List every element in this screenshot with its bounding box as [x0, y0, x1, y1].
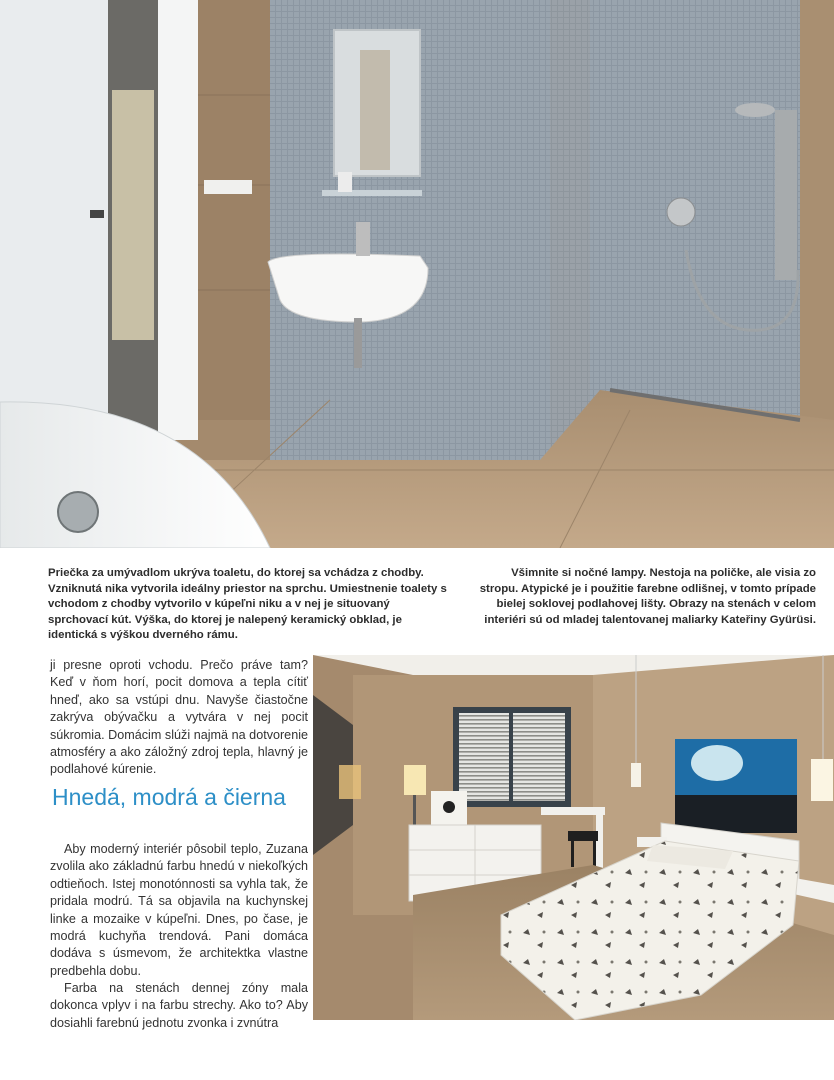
article-paragraph	[50, 841, 308, 980]
article-paragraph-text: Farba na stenách dennej zóny mala dokonca vplyv i na farbu strechy. Ako to? Aby dosiahli farebnú jednotu zvonka i zvnútra	[50, 981, 308, 1030]
article-paragraph	[50, 657, 308, 779]
article-paragraph	[50, 980, 308, 1032]
article-paragraph-text: ji presne oproti vchodu. Prečo práve tam? Keď v ňom horí, pocit domova a tepla cítiť hneď, ako sa vstúpi dnu. Navyše čiastočne zakrýva obývačku a vytvára v nej pocit súkromia. Domácim slúži najmä na dotvorenie atmosféry a ako záložný zdroj tepla, hlavný je podlahové kúrenie.	[50, 658, 308, 777]
section-heading: Hnedá, modrá a čierna	[52, 784, 286, 810]
article-paragraph-text: Aby moderný interiér pôsobil teplo, Zuzana zvolila ako základnú farbu hnedú v niekoľkých odtieňoch. Istej monotónnosti sa vyhla tak, že pridala modrú. Tá sa objavila na kuchynskej linke a mozaike v kúpeľni. Dnes, po čase, je modrá kuchyňa trendová. Pani domáca dodáva s úsmevom, že architektka vlastne predbehla dobu.	[50, 842, 308, 978]
page-footer-strip	[48, 1071, 248, 1080]
photo-caption-left: Priečka za umývadlom ukrýva toaletu, do ktorej sa vchádza z chodby. Vzniknutá nika vytvorila ideálny priestor na sprchu. Umiestnenie toalety s vchodom z chodby vytvorilo v kúpeľni niku a v nej je situovaný sprchovací kút. Výška, do ktorej je nalepený keramický obklad, je identická s výškou dverného rámu.	[48, 567, 447, 642]
bedroom-photo	[313, 655, 834, 1020]
photo-caption-right: Všimnite si nočné lampy. Nestoja na poličke, ale visia zo stropu. Atypické je i použitie farebne odlišnej, v tomto prípade bielej soklovej podlahovej lišty. Obrazy na stenách v celom interiéri sú od mladej talentovanej maliarky Kateřiny Gyürüsi.	[479, 567, 816, 626]
